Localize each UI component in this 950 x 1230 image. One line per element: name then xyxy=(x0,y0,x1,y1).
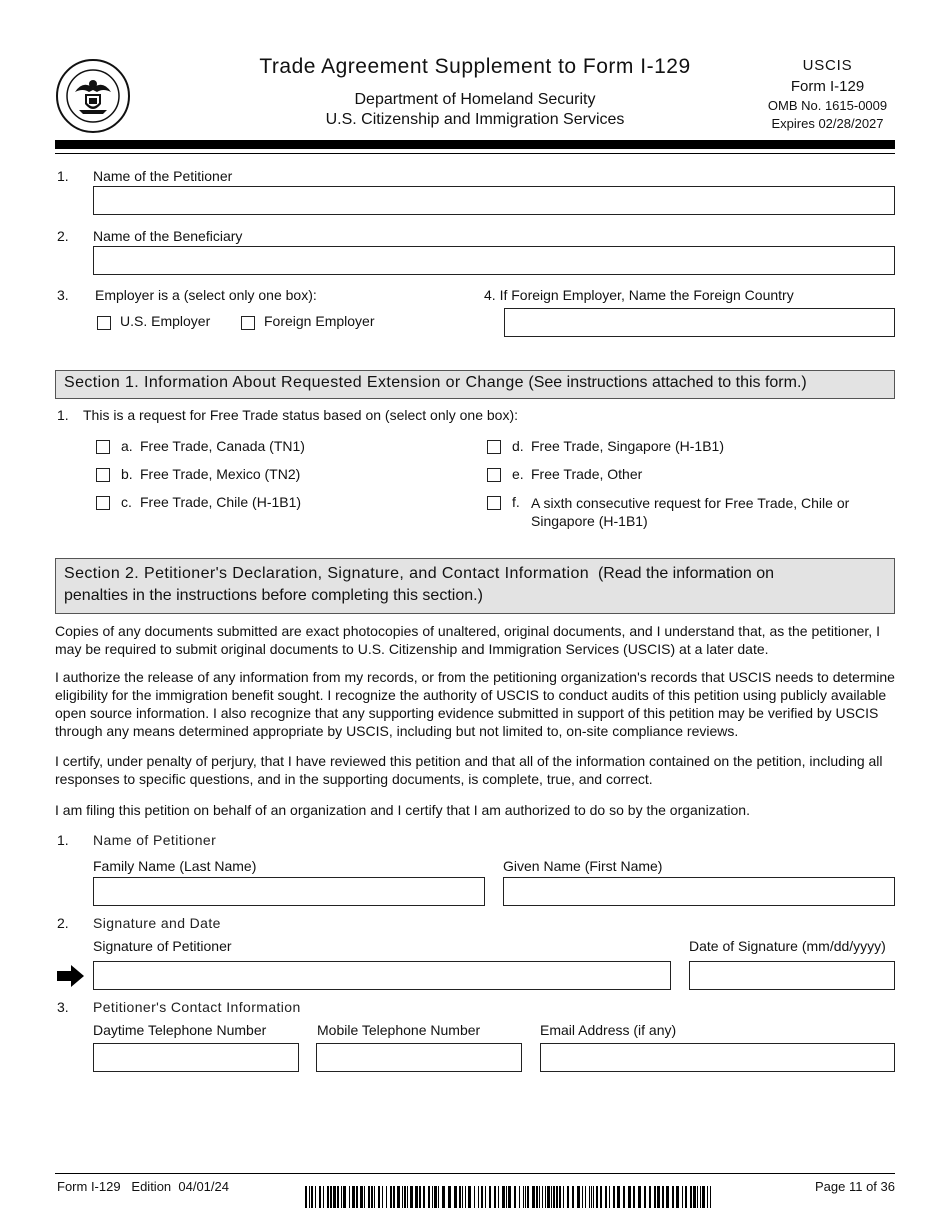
option-f-letter: f. xyxy=(512,494,520,510)
date-signature-field[interactable] xyxy=(689,961,895,990)
beneficiary-name-field[interactable] xyxy=(93,246,895,275)
foreign-employer-label: Foreign Employer xyxy=(264,313,375,329)
s2-item2-label: Signature and Date xyxy=(93,915,221,931)
option-c-label: Free Trade, Chile (H-1B1) xyxy=(140,494,302,510)
form-title: Trade Agreement Supplement to Form I-129 xyxy=(259,55,691,78)
foreign-employer-checkbox[interactable] xyxy=(241,316,255,330)
agency-name: U.S. Citizenship and Immigration Services xyxy=(325,111,625,128)
section1-title: Section 1. Information About Requested Extension or Change xyxy=(64,374,524,391)
declaration-paragraph-2: I authorize the release of any information from my records, or from the petitioning organization's records that USCIS needs to determine eligibility for the immigration benefit sought. I recognize the authority of USCIS to conduct audits of this petition using publicly available open source information. I also recognize that any supporting evidence submitted in support of this petition may be verified by USCIS through any means determined appropriate by USCIS, including but not limited to, on-site compliance reviews. xyxy=(55,669,895,739)
header-thick-rule xyxy=(55,140,895,149)
omb-number: OMB No. 1615-0009 xyxy=(767,98,888,113)
date-signature-label: Date of Signature (mm/dd/yyyy) xyxy=(689,938,886,954)
petitioner-name-field[interactable] xyxy=(93,186,895,215)
declaration-paragraph-1: Copies of any documents submitted are exact photocopies of unaltered, original documents, and I understand that, as the petitioner, I may be required to submit original documents to U.S. Citizenship and Immigration Services (USCIS) at a later date. xyxy=(55,623,880,657)
section2-note-2: penalties in the instructions before completing this section.) xyxy=(64,587,483,604)
option-b-checkbox[interactable] xyxy=(96,468,110,482)
email-field[interactable] xyxy=(540,1043,895,1072)
family-name-field[interactable] xyxy=(93,877,485,906)
q3-number: 3. xyxy=(57,287,69,303)
section2-header xyxy=(55,558,895,614)
option-e-checkbox[interactable] xyxy=(487,468,501,482)
q4-label: 4. If Foreign Employer, Name the Foreign Country xyxy=(484,287,794,303)
footer-rule xyxy=(55,1173,895,1174)
dhs-seal xyxy=(55,58,131,134)
option-f-checkbox[interactable] xyxy=(487,496,501,510)
daytime-phone-field[interactable] xyxy=(93,1043,299,1072)
footer-form-edition: Form I-129 Edition 04/01/24 xyxy=(57,1179,229,1194)
q1-number: 1. xyxy=(57,168,69,184)
signature-label: Signature of Petitioner xyxy=(93,938,232,954)
option-c-letter: c. xyxy=(121,494,132,510)
us-employer-checkbox[interactable] xyxy=(97,316,111,330)
option-d-letter: d. xyxy=(512,438,524,454)
header-thin-rule xyxy=(55,153,895,154)
email-label: Email Address (if any) xyxy=(540,1022,677,1038)
option-e-letter: e. xyxy=(512,466,524,482)
option-a-label: Free Trade, Canada (TN1) xyxy=(140,438,305,454)
right-agency: USCIS xyxy=(802,57,853,74)
s2-item1-number: 1. xyxy=(57,832,69,848)
q2-number: 2. xyxy=(57,228,69,244)
section2-note-1: (Read the information on xyxy=(597,565,775,582)
section2-title: Section 2. Petitioner's Declaration, Signature, and Contact Information xyxy=(64,565,590,582)
q3-label: Employer is a (select only one box): xyxy=(95,287,317,303)
mobile-phone-label: Mobile Telephone Number xyxy=(317,1022,481,1038)
declaration-paragraph-4: I am filing this petition on behalf of an organization and I certify that I am authorized to do so by the organization. xyxy=(55,802,750,818)
option-d-label: Free Trade, Singapore (H-1B1) xyxy=(531,438,724,454)
option-d-checkbox[interactable] xyxy=(487,440,501,454)
s2-item3-number: 3. xyxy=(57,999,69,1015)
option-a-checkbox[interactable] xyxy=(96,440,110,454)
option-c-checkbox[interactable] xyxy=(96,496,110,510)
expiration-date: Expires 02/28/2027 xyxy=(771,116,884,131)
s1-q-number: 1. xyxy=(57,407,69,423)
section1-note: (See instructions attached to this form.) xyxy=(528,374,807,391)
s2-item1-label: Name of Petitioner xyxy=(93,832,217,848)
option-f-label: A sixth consecutive request for Free Trade, Chile or Singapore (H-1B1) xyxy=(531,495,850,529)
signature-field[interactable] xyxy=(93,961,671,990)
q2-label: Name of the Beneficiary xyxy=(93,228,243,244)
section1-header xyxy=(55,370,895,399)
family-name-label: Family Name (Last Name) xyxy=(93,858,257,874)
right-form-number: Form I-129 xyxy=(790,78,865,95)
foreign-country-field[interactable] xyxy=(504,308,895,337)
option-e-label: Free Trade, Other xyxy=(531,466,643,482)
option-b-letter: b. xyxy=(121,466,133,482)
barcode xyxy=(305,1186,713,1208)
department-name: Department of Homeland Security xyxy=(354,91,596,108)
s1-question: This is a request for Free Trade status based on (select only one box): xyxy=(83,407,518,423)
option-a-letter: a. xyxy=(121,438,133,454)
given-name-label: Given Name (First Name) xyxy=(503,858,663,874)
us-employer-label: U.S. Employer xyxy=(120,313,211,329)
daytime-phone-label: Daytime Telephone Number xyxy=(93,1022,267,1038)
option-b-label: Free Trade, Mexico (TN2) xyxy=(140,466,301,482)
given-name-field[interactable] xyxy=(503,877,895,906)
footer-page-number: Page 11 of 36 xyxy=(815,1179,895,1194)
q1-label: Name of the Petitioner xyxy=(93,168,233,184)
arrow-right-icon xyxy=(57,965,85,987)
declaration-paragraph-3: I certify, under penalty of perjury, that I have reviewed this petition and that all of the information contained on the petition, including all responses to specific questions, and in the supporting documents, is complete, true, and correct. xyxy=(55,753,883,787)
s2-item2-number: 2. xyxy=(57,915,69,931)
mobile-phone-field[interactable] xyxy=(316,1043,522,1072)
s2-item3-label: Petitioner's Contact Information xyxy=(93,999,301,1015)
